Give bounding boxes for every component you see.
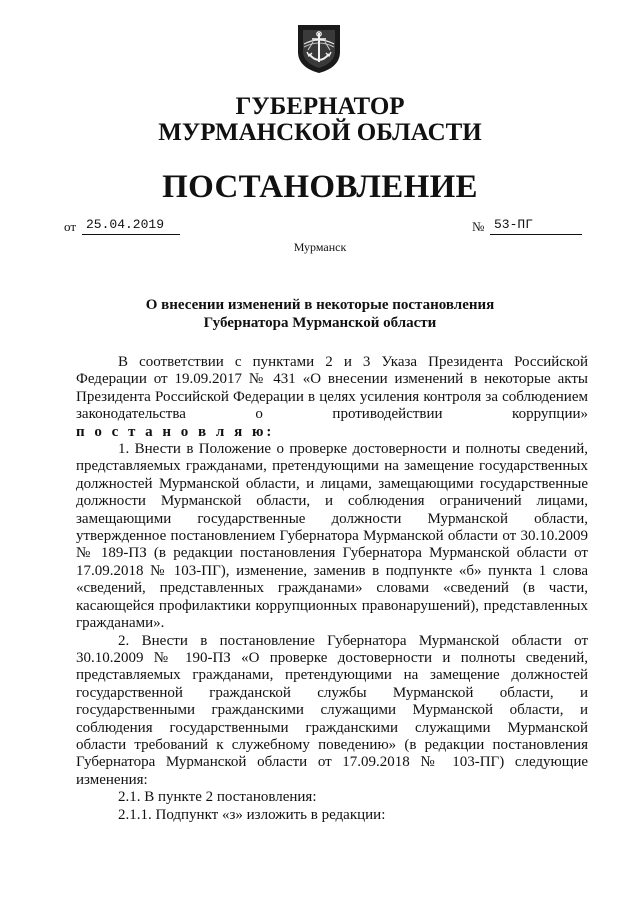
number-prefix: № — [472, 219, 485, 234]
item-2-1-1: 2.1.1. Подпункт «з» изложить в редакции: — [118, 806, 386, 823]
document-body — [76, 354, 588, 824]
subject-line-2: Губернатора Мурманской области — [203, 315, 437, 331]
decree-word: п о с т а н о в л я ю: — [76, 423, 275, 440]
item-1: 1. Внести в Положение о проверке достоверности и полноты сведений, представляемых гражданами, претендующими на замещение государственных должностей Мурманской области, и лицами, замещающими государственные должности Мурманской области, и соблюдения ограничений лицами, замещающими государственные должности Мурманской области, утвержденное постановлением Губернатора Мурманской области от 30.10.2009 № 189-ПЗ (в редакции постановления Губернатора Мурманской области от 17.09.2018 № 103-ПГ), изменение, заменив в подпункте «б» пункта 1 слова «сведений, представленных гражданами» словами «сведений (в части, касающейся профилактики коррупционных правонарушений), представленных гражданами». — [76, 441, 588, 632]
document-date: 25.04.2019 — [82, 218, 180, 235]
date-prefix: от — [64, 219, 77, 234]
document-number: 53-ПГ — [490, 218, 582, 235]
intro-paragraph: В соответствии с пунктами 2 и 3 Указа Президента Российской Федерации от 19.09.2017 № 431 «О внесении изменений в некоторые акты Президента Российской Федерации в целях усиления контроля за соблюдением законодательства о противодействии коррупции» — [76, 354, 588, 423]
title-line-2: МУРМАНСКОЙ ОБЛАСТИ — [158, 119, 482, 146]
subject-line-1: О внесении изменений в некоторые постановления — [145, 297, 495, 313]
document-subject — [0, 296, 640, 332]
document-type: ПОСТАНОВЛЕНИЕ — [162, 169, 478, 205]
item-2: 2. Внести в постановление Губернатора Мурманской области от 30.10.2009 № 190-ПЗ «О проверке достоверности и полноты сведений, представляемых гражданами, претендующими на замещение должностей государственной гражданской службы Мурманской области, и государственными гражданскими служащими Мурманской области, и соблюдения государственными гражданскими служащими Мурманской области требований к служебному поведению» (в редакции постановления Губернатора Мурманской области от 17.09.2018 № 103-ПГ) следующие изменения: — [76, 632, 588, 788]
date-number-row — [64, 218, 584, 238]
city: Мурманск — [293, 240, 347, 254]
item-2-1: 2.1. В пункте 2 постановления: — [118, 789, 317, 806]
title-line-1: ГУБЕРНАТОР — [235, 93, 405, 120]
murmansk-coat-of-arms-icon — [294, 22, 344, 74]
